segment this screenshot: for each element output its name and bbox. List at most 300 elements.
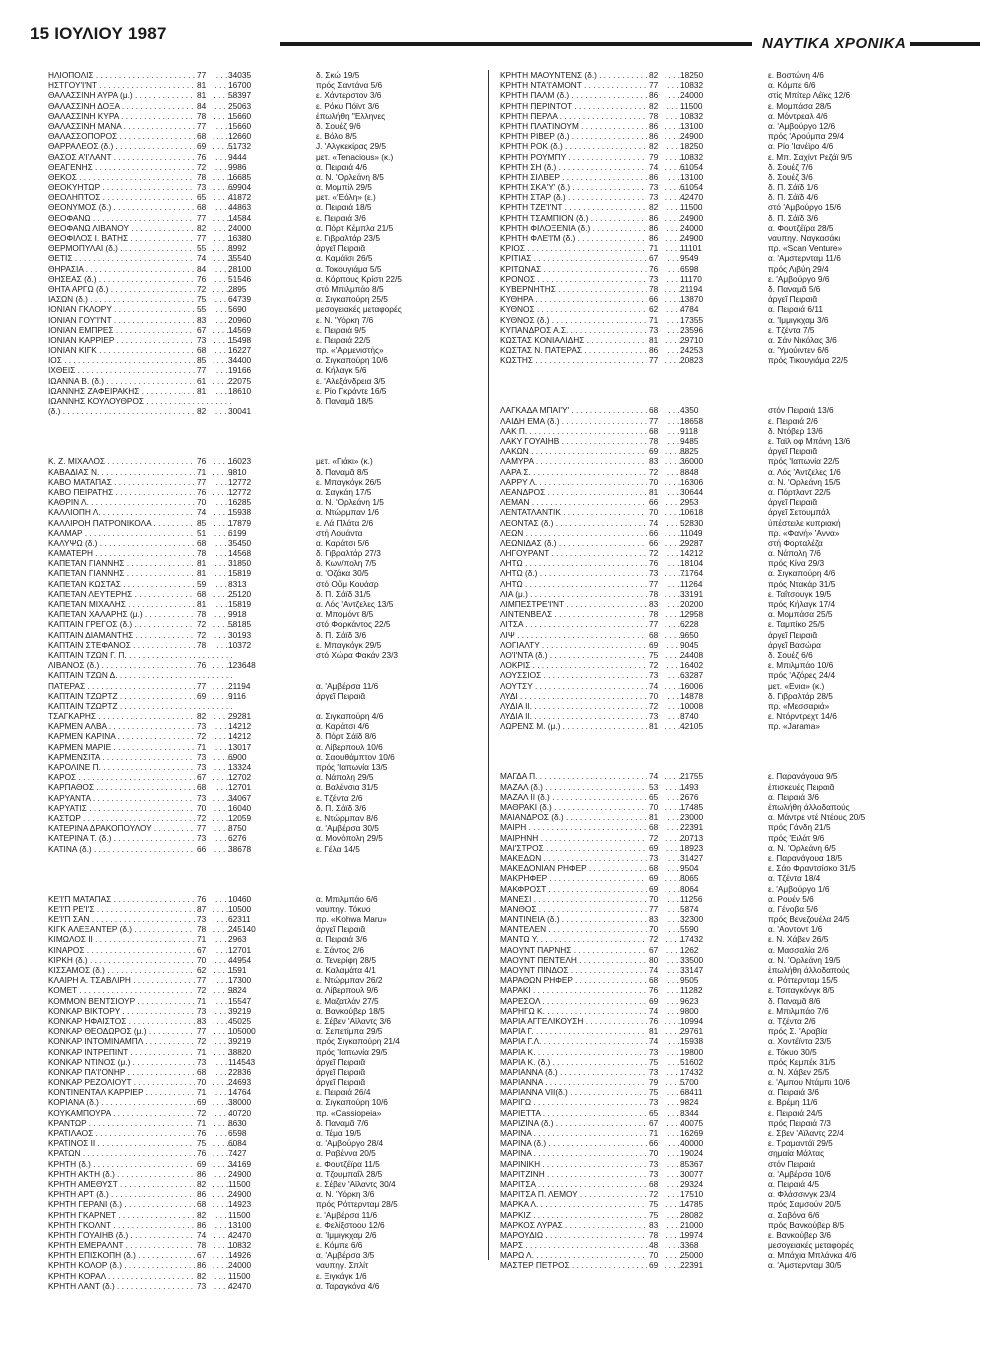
ship-status: πρός Βενεζουέλα 24/5 — [768, 914, 850, 925]
ship-name: ΚΑΠΕΤΑΝ ΓΙΑΝΝΗΣ . . . — [48, 568, 233, 578]
ship-row — [500, 619, 940, 629]
tonnage: 31427 — [680, 852, 704, 863]
ship-status: α. Ρίο 'Ιανέϊρο 4/6 — [768, 141, 834, 152]
ship-row — [500, 721, 940, 731]
ship-row — [48, 691, 488, 701]
ship-name: ΠΑΤΕΡΑΣ . . . — [48, 681, 233, 691]
tonnage: 10008 — [680, 700, 704, 711]
build-year: 72 — [647, 1189, 665, 1199]
build-year: 75 — [647, 1087, 665, 1097]
ship-name: ΚΑΒΟ ΜΑΤΑΠΑΣ . . . — [48, 477, 233, 487]
tonnage: 15819 — [228, 568, 252, 579]
tonnage: 24900 — [228, 1189, 252, 1200]
ship-name: ΚΡΗΤΗ ΠΛΑΤΙΝΟΥΜ . . . — [500, 121, 685, 131]
build-year: 69 — [195, 141, 213, 151]
ship-status: α. Νάπολη 7/6 — [768, 548, 821, 559]
ship-row — [48, 975, 488, 985]
ship-row — [48, 345, 488, 355]
ship-row — [500, 904, 940, 914]
ship-status: πρός Κήλαγκ 17/4 — [768, 599, 836, 609]
build-year: 86 — [195, 1189, 213, 1199]
ship-status: α. Χοντέϊντα 23/5 — [768, 1036, 832, 1047]
ship-status: δ. Π. Σάϊδ 4/6 — [768, 192, 819, 203]
tonnage: 17355 — [680, 314, 704, 325]
tonnage: 13017 — [228, 741, 252, 752]
build-year: 78 — [647, 284, 665, 294]
ship-row — [500, 802, 940, 812]
ship-name: ΚΩΣΤΑΣ ΚΟΝΙΑΛΙΔΗΣ . . . — [500, 335, 685, 345]
ship-name: ΘΗΣΕΑΣ (δ.) . . . — [48, 274, 233, 284]
ship-name: ΜΑΖΑΛ ΙΙ (δ.) . . . — [500, 792, 685, 802]
ship-status: α. Λίβερπουλ 10/6 — [316, 741, 383, 752]
ship-status: ε. Ν. Χάβεν 26/5 — [768, 934, 829, 945]
ship-row — [500, 355, 940, 365]
build-year: 70 — [647, 507, 665, 517]
build-year: 73 — [647, 853, 665, 863]
ship-name: ΛΑΡΑ Σ. . . . — [500, 467, 685, 477]
ship-name: ΚΑΠΤΑΙΝ ΣΤΕΦΑΝΟΣ . . . — [48, 640, 233, 650]
ship-row — [500, 1250, 940, 1260]
build-year: 72 — [195, 630, 213, 640]
build-year: 73 — [647, 325, 665, 335]
build-year: 72 — [195, 619, 213, 629]
ship-status: α. Σεπετίμπα 29/5 — [316, 1026, 383, 1037]
ship-name: ΚΡΑΤΙΝΟΣ ΙΙ . . . — [48, 1138, 233, 1148]
ship-name: ΙΟΣ . . . — [48, 355, 233, 365]
build-year: 74 — [647, 162, 665, 172]
ship-row — [48, 396, 488, 406]
ship-name: ΚΩΣΤΗΣ . . . — [500, 355, 685, 365]
ship-name: ΚΡΗΤΗ (δ.) . . . — [48, 1159, 233, 1169]
ship-status: ε. Σέβεν 'Αϊλαντς 30/4 — [316, 1178, 396, 1189]
build-year: 81 — [195, 386, 213, 396]
tonnage: 85367 — [680, 1158, 704, 1169]
build-year: 65 — [647, 792, 665, 802]
ship-status: ε. Τζέντα 7/5 — [768, 324, 815, 335]
ship-status: α. Σιγκαπούρη 10/6 — [316, 1097, 388, 1108]
tonnage: 34035 — [228, 70, 252, 80]
tonnage: 19024 — [680, 1148, 704, 1159]
ship-status: α. Πειραιά 6/11 — [768, 304, 823, 315]
build-year: 81 — [647, 812, 665, 822]
ship-row — [500, 213, 940, 223]
ship-name: ΛΕΑΝΔΡΟΣ . . . — [500, 487, 685, 497]
ship-status: ε. Πειραιά 2/6 — [768, 415, 818, 426]
ship-row — [500, 223, 940, 233]
tonnage: 6084 — [228, 1138, 247, 1149]
ship-name: ΚΟΝΤΙΝΕΝΤΑΛ ΚΑΡΡΙΕΡ . . . — [48, 1087, 233, 1097]
build-year: 70 — [647, 477, 665, 487]
ship-name: ΙΟΝΙΑΝ ΚΑΡΡΙΕΡ . . . — [48, 335, 233, 345]
ship-name: ΜΑΟΥΝΤ ΠΑΡΝΗΣ . . . — [500, 945, 685, 955]
ship-name: ΚΑΛΛΙΟΠΗ Λ. . . . — [48, 507, 233, 517]
ship-name: ΛΗΤΩ . . . — [500, 558, 685, 568]
ship-name: ΚΛΑΙΡΗ Α. ΤΣΑΒΛΙΡΗ . . . — [48, 975, 233, 985]
ship-row — [500, 284, 940, 294]
ship-name: ΚΡΗΤΗ ΠΕΡΛΑ . . . — [500, 111, 685, 121]
build-year: 72 — [195, 1108, 213, 1118]
ship-row — [48, 945, 488, 955]
tonnage: 2953 — [680, 497, 699, 508]
build-year: 59 — [195, 579, 213, 589]
tonnage: 6276 — [228, 833, 247, 844]
build-year: 86 — [647, 345, 665, 355]
ship-name: ΚΥΘΝΟΣ . . . — [500, 304, 685, 314]
ship-status: α. Ντώρμπαν 1/6 — [316, 507, 379, 518]
ship-row — [500, 670, 940, 680]
tonnage: 22391 — [680, 822, 704, 833]
ship-name: ΛΑΚΩΝ . . . — [500, 446, 685, 456]
ship-status: πρός 'Ιαπωνία 29/5 — [316, 1046, 388, 1057]
ship-row — [500, 589, 940, 599]
ship-status: α. Μάντρε ντέ Ντέους 20/5 — [768, 812, 866, 823]
ship-status: πρός Βανκούβερ 8/5 — [768, 1219, 845, 1230]
build-year: 86 — [647, 121, 665, 131]
tonnage: 30077 — [680, 1168, 704, 1179]
ship-row — [500, 243, 940, 253]
section-gap — [500, 731, 940, 771]
ship-status: ε. Παρανάγουα 9/5 — [768, 771, 838, 782]
ship-status: α. 'Αμβέρσα 10/6 — [768, 1168, 831, 1179]
ship-status: ε. Σβεν 'Αϊλαντς 22/4 — [768, 1128, 844, 1138]
ship-name: ΜΑΡΙΑΝΝΑ . . . — [500, 1077, 685, 1087]
build-year: 72 — [195, 1036, 213, 1046]
ship-name: ΚΑΡΥΑΤΙΣ . . . — [48, 803, 233, 813]
ship-status: πρ. «'Αρμενιστής» — [316, 345, 384, 356]
ship-row — [500, 1210, 940, 1220]
ship-name: ΙΩΑΝΝΑ Β. (δ.) . . . — [48, 376, 233, 386]
ship-row — [48, 681, 488, 691]
ship-name: ΛΑΙΔΗ ΕΜΑ (δ.) . . . — [500, 416, 685, 426]
ship-row — [500, 884, 940, 894]
ship-name: ΘΑΛΑΣΣΙΝΗ ΚΥΡΑ . . . — [48, 111, 233, 121]
ship-status: α. Πόρτλαντ 22/5 — [768, 486, 831, 497]
ship-row — [500, 121, 940, 131]
ship-status: στόν Πειραιά — [768, 1158, 816, 1169]
ship-list-section — [500, 405, 940, 731]
ship-row — [48, 213, 488, 223]
ship-status: δ. Σουέζ 9/6 — [316, 120, 361, 131]
ship-status: α. Μασσαλία 2/6 — [768, 944, 829, 955]
tonnage: 13870 — [680, 294, 704, 305]
ship-row — [48, 355, 488, 365]
tonnage: 5874 — [680, 903, 699, 914]
ship-name: ΚΑΠΕΤΑΝ ΓΙΑΝΝΗΣ . . . — [48, 558, 233, 568]
ship-status: ε. Πειραιά 26/4 — [316, 1087, 371, 1098]
ship-status: ε. Μπαγκόγκ 26/5 — [316, 476, 382, 487]
ship-name: ΜΑΓΔΑ Π. . . . — [500, 771, 685, 781]
ship-name: ΚΟΝΚΑΡ ΠΑ'Ι'ΟΝΗΡ . . . — [48, 1067, 233, 1077]
build-year: 71 — [195, 934, 213, 944]
build-year: 76 — [195, 1128, 213, 1138]
tonnage: 4784 — [680, 304, 699, 315]
ship-row — [48, 284, 488, 294]
ship-status: ε. 'Αμβούργο 1/6 — [768, 883, 830, 894]
ship-status: μετ. «Ενια» (κ.) — [768, 680, 825, 691]
ship-name: ΚΑΡΜΕΝ ΚΑΡΙΝΑ . . . — [48, 731, 233, 741]
ship-row — [500, 955, 940, 965]
ship-row — [500, 681, 940, 691]
ship-name: ΚΡΗΤΗ ΕΜΕΡΑΛΝΤ . . . — [48, 1240, 233, 1250]
build-year: 84 — [195, 264, 213, 274]
ship-name: ΚΙΜΩΛΟΣ ΙΙ . . . — [48, 934, 233, 944]
build-year: 72 — [647, 467, 665, 477]
ship-row — [500, 131, 940, 141]
ship-name: ΚΑΠΤΑΙΝ ΔΙΑΜΑΝΤΗΣ . . . — [48, 630, 233, 640]
build-year: 83 — [647, 456, 665, 466]
tonnage: 14764 — [228, 1087, 252, 1098]
ship-name: ΛΙΝΤΕΝΒΕΛΣ . . . — [500, 609, 685, 619]
ship-status: ε. Γέλα 14/5 — [316, 843, 360, 854]
tonnage: 15819 — [228, 599, 252, 609]
ship-status: ἀργεῖ Πειραιᾶ — [316, 690, 366, 701]
ship-status: α. Βανκούβερ 18/5 — [316, 1005, 385, 1016]
ship-name: ΛΟΥΤΣΥ . . . — [500, 681, 685, 691]
build-year: 69 — [647, 843, 665, 853]
ship-status: πρός Τικουγιάμα 22/5 — [768, 355, 848, 366]
ship-status: α. Ρουέν 5/6 — [768, 893, 814, 904]
tonnage: 8825 — [680, 446, 699, 457]
ship-row — [48, 1148, 488, 1158]
tonnage: 21000 — [680, 1219, 704, 1230]
tonnage: 12701 — [228, 944, 252, 955]
ship-status: α. Ταραγκόνα 4/6 — [316, 1280, 380, 1291]
ship-name: ΚΡΗΤΗ ΣΙΛΒΕΡ . . . — [500, 172, 685, 182]
tonnage: 245140 — [228, 924, 256, 935]
ship-row — [48, 233, 488, 243]
build-year: 73 — [647, 711, 665, 721]
ship-row — [500, 579, 940, 589]
ship-status: α. Ρόττερνταμ 15/5 — [768, 975, 838, 986]
tonnage: 44863 — [228, 202, 252, 213]
ship-row — [500, 711, 940, 721]
ship-status: ἀργεῖ Πειραιᾶ — [316, 1077, 366, 1088]
ship-status: ε. Μαζατλάν 27/5 — [316, 995, 379, 1006]
ship-list-section — [48, 456, 488, 853]
ship-status: α. Λός 'Αντζελες 13/5 — [316, 599, 394, 609]
ship-name: ΘΕΟΦΙΛΟΣ Ι. ΒΑΤΗΣ . . . — [48, 233, 233, 243]
ship-status: α. 'Αμβέρσα 3/5 — [316, 1250, 375, 1261]
ship-row — [48, 1210, 488, 1220]
ship-name: ΛΑΚ Π. . . . — [500, 426, 685, 436]
tonnage: 6598 — [228, 1128, 247, 1138]
build-year: 74 — [647, 1036, 665, 1046]
tonnage: 9623 — [680, 995, 699, 1006]
ship-status: α. Καλαμάτα 4/1 — [316, 965, 376, 975]
tonnage: 14926 — [228, 1250, 252, 1261]
build-year: 66 — [647, 538, 665, 548]
ship-name: ΚΡΗΤΗ ΣΚΑ'Υ' (δ.) . . . — [500, 182, 685, 192]
ship-status: α. 'Υμούιντεν 6/6 — [768, 345, 829, 356]
tonnage: 24900 — [680, 212, 704, 223]
tonnage: 24900 — [680, 131, 704, 142]
ship-name: ΚΑΡΥΑΝΤΑ . . . — [48, 793, 233, 803]
ship-row — [48, 904, 488, 914]
build-year: 73 — [195, 762, 213, 772]
ship-status: ἀργεῖ Πειραιᾶ — [768, 629, 818, 640]
ship-status: α. Σαουθάμπτον 10/6 — [316, 751, 395, 762]
ship-status: ε. Ν. 'Υόρκη 7/6 — [316, 314, 374, 325]
build-year: 73 — [647, 1047, 665, 1057]
build-year: 65 — [647, 1108, 665, 1118]
ship-row — [500, 1260, 940, 1270]
ship-row — [48, 202, 488, 212]
tonnage: 11049 — [680, 527, 703, 538]
tonnage: 2676 — [680, 791, 699, 802]
ship-row — [500, 152, 940, 162]
build-year: 68 — [647, 405, 665, 415]
ship-name: ΜΑΡΙΑ Κ. (δ.) . . . — [500, 1057, 685, 1067]
tonnage: 68411 — [680, 1087, 703, 1098]
ship-name: ΜΑΡΚΙΖ . . . — [500, 1210, 685, 1220]
ship-row — [500, 650, 940, 660]
tonnage: 34169 — [228, 1158, 252, 1169]
ship-status: δ. Π. Σάϊδ 3/6 — [316, 802, 367, 813]
build-year: 76 — [647, 558, 665, 568]
tonnage: 62311 — [228, 914, 251, 925]
tonnage: 19800 — [680, 1046, 704, 1057]
ship-row — [500, 1057, 940, 1067]
build-year: 71 — [195, 467, 213, 477]
ship-row — [48, 1097, 488, 1107]
ship-status: α. Ν. 'Ορλεάνη 19/5 — [768, 954, 841, 965]
ship-row — [48, 579, 488, 589]
build-year: 75 — [647, 650, 665, 660]
ship-row — [500, 1240, 940, 1250]
build-year: 70 — [195, 1077, 213, 1087]
ship-name: ΚΡΗΤΗ ΚΟΛΟΡ (δ.) . . . — [48, 1260, 233, 1270]
ship-status: ε. Ταΐτσουγκ 19/5 — [768, 588, 832, 599]
ship-status: ε. Τσιταγκόνγκ 8/5 — [768, 985, 835, 996]
build-year: 68 — [195, 202, 213, 212]
ship-row — [500, 1016, 940, 1026]
build-year: 76 — [195, 894, 213, 904]
tonnage: 1262 — [680, 944, 699, 955]
build-year: 62 — [195, 965, 213, 975]
build-year: 65 — [195, 192, 213, 202]
build-year: 77 — [195, 1026, 213, 1036]
tonnage: 35540 — [228, 253, 252, 264]
build-year: 61 — [195, 376, 213, 386]
ship-name: ΚΡΗΤΗ ΕΠΙΣΚΟΠΗ (δ.) . . . — [48, 1250, 233, 1260]
ship-status: α. Μπάχια Μπλάνκα 4/6 — [768, 1250, 857, 1261]
ship-row — [500, 436, 940, 446]
tonnage: 30193 — [228, 629, 252, 640]
ship-name: ΗΣΤΓΟΥ'Ι'ΝΤ . . . — [48, 80, 233, 90]
tonnage: 1591 — [228, 965, 247, 975]
ship-name: ΘΕΟΦΑΝΩ . . . — [48, 213, 233, 223]
ship-name: ΚΑΒΑΔΙΑΣ Ν. . . . — [48, 467, 233, 477]
tonnage: 10460 — [228, 893, 252, 904]
section-gap — [500, 365, 940, 405]
ship-row — [500, 70, 940, 80]
ship-status: πρ. «Cassiopeia» — [316, 1107, 382, 1118]
ship-name: ΚΡΗΤΗ ΓΚΑΡΝΕΤ . . . — [48, 1210, 233, 1220]
build-year: 70 — [195, 497, 213, 507]
tonnage: 18104 — [680, 558, 704, 569]
build-year: 82 — [195, 1271, 213, 1281]
ship-name: ΘΗΤΑ ΑΡΓΩ (δ.) . . . — [48, 284, 233, 294]
ship-name: ΜΑΖΑΛ (δ.) . . . — [500, 782, 685, 792]
ship-status: ε. Πειραιά 24/5 — [768, 1107, 823, 1118]
ship-row — [500, 863, 940, 873]
ship-name: ΛΗΤΩ (δ.) . . . — [500, 568, 685, 578]
build-year: 77 — [647, 355, 665, 365]
tonnage: 17510 — [680, 1189, 704, 1200]
ship-name: ΜΑΟΥΝΤ ΠΙΝΔΟΣ . . . — [500, 965, 685, 975]
ship-row — [500, 792, 940, 802]
ship-status: α. 'Ιμμιγκχαμ 3/6 — [768, 314, 829, 325]
tonnage: 8992 — [228, 243, 247, 254]
ship-name: ΘΑΛΑΣΣΙΝΗ ΜΑΝΑ . . . — [48, 121, 233, 131]
ship-name: ΜΑΡΕΣΟΛ . . . — [500, 996, 685, 1006]
ship-status: α. Πειραιά 4/5 — [768, 1178, 819, 1189]
ship-row — [500, 1036, 940, 1046]
ship-name: ΚΑΘΡΙΝ Λ. . . . — [48, 497, 233, 507]
ship-status: α. Μόντρεαλ 4/6 — [768, 110, 828, 121]
section-gap — [48, 416, 488, 456]
ship-row — [500, 518, 940, 528]
tonnage: 63287 — [680, 670, 704, 681]
ship-row — [48, 844, 488, 854]
ship-status: πρός Ντακάρ 31/5 — [768, 578, 836, 589]
ship-name: ΚΑΤΕΡΙΝΑ Τ. (δ.) . . . — [48, 833, 233, 843]
build-year: 81 — [647, 1026, 665, 1036]
ship-status: δ. Κων/πολη 7/5 — [316, 558, 377, 569]
ship-status: ε. 'Αμβέρσα 11/6 — [316, 1209, 378, 1220]
ship-name: ΚΥΘΗΡΑ . . . — [500, 294, 685, 304]
ship-status: ἐπισκευές Πειραιᾶ — [768, 781, 835, 792]
ship-row — [48, 924, 488, 934]
tonnage: 9485 — [680, 436, 699, 446]
build-year: 68 — [647, 975, 665, 985]
tonnage: 12059 — [228, 812, 252, 823]
build-year: 74 — [647, 771, 665, 781]
build-year: 71 — [647, 315, 665, 325]
tonnage: 69904 — [228, 182, 252, 193]
ship-name: ΜΑΝΤΩ Υ. . . . — [500, 934, 685, 944]
ship-name: ΜΑΡΑΚΙ . . . — [500, 985, 685, 995]
ship-row — [500, 315, 940, 325]
ship-row — [48, 793, 488, 803]
build-year: 78 — [195, 1240, 213, 1250]
build-year: 77 — [195, 975, 213, 985]
ship-status: ε. Τόκυο 30/5 — [768, 1046, 817, 1057]
build-year: 81 — [195, 568, 213, 578]
ship-status: α. 'Οζάκα 30/5 — [316, 568, 369, 579]
build-year: 86 — [647, 233, 665, 243]
tonnage: 18250 — [680, 141, 704, 152]
ship-name: ΚΥΠΑΝΔΡΟΣ Α.Σ. . . . — [500, 325, 685, 335]
ship-name: ΚΑΡΜΕΝ ΜΑΡΙΕ . . . — [48, 742, 233, 752]
ship-row — [500, 934, 940, 944]
tonnage: 40000 — [680, 1138, 704, 1149]
tonnage: 39219 — [228, 1036, 252, 1047]
tonnage: 42470 — [228, 1280, 252, 1291]
build-year: 55 — [195, 243, 213, 253]
ship-row — [48, 782, 488, 792]
ship-status: α. Σαγκάη 17/5 — [316, 486, 372, 497]
tonnage: 16402 — [680, 660, 704, 671]
ship-status: πρός Γάνδη 21/5 — [768, 822, 831, 833]
build-year: 77 — [195, 365, 213, 375]
build-year: 78 — [195, 111, 213, 121]
tonnage: 24000 — [228, 1260, 252, 1271]
ship-row — [48, 111, 488, 121]
tonnage: 10832 — [680, 110, 704, 121]
ship-status: δ. Ντόβερ 13/6 — [768, 425, 823, 436]
ship-name: ΜΑΚΡΗΦΕΡ . . . — [500, 873, 685, 883]
